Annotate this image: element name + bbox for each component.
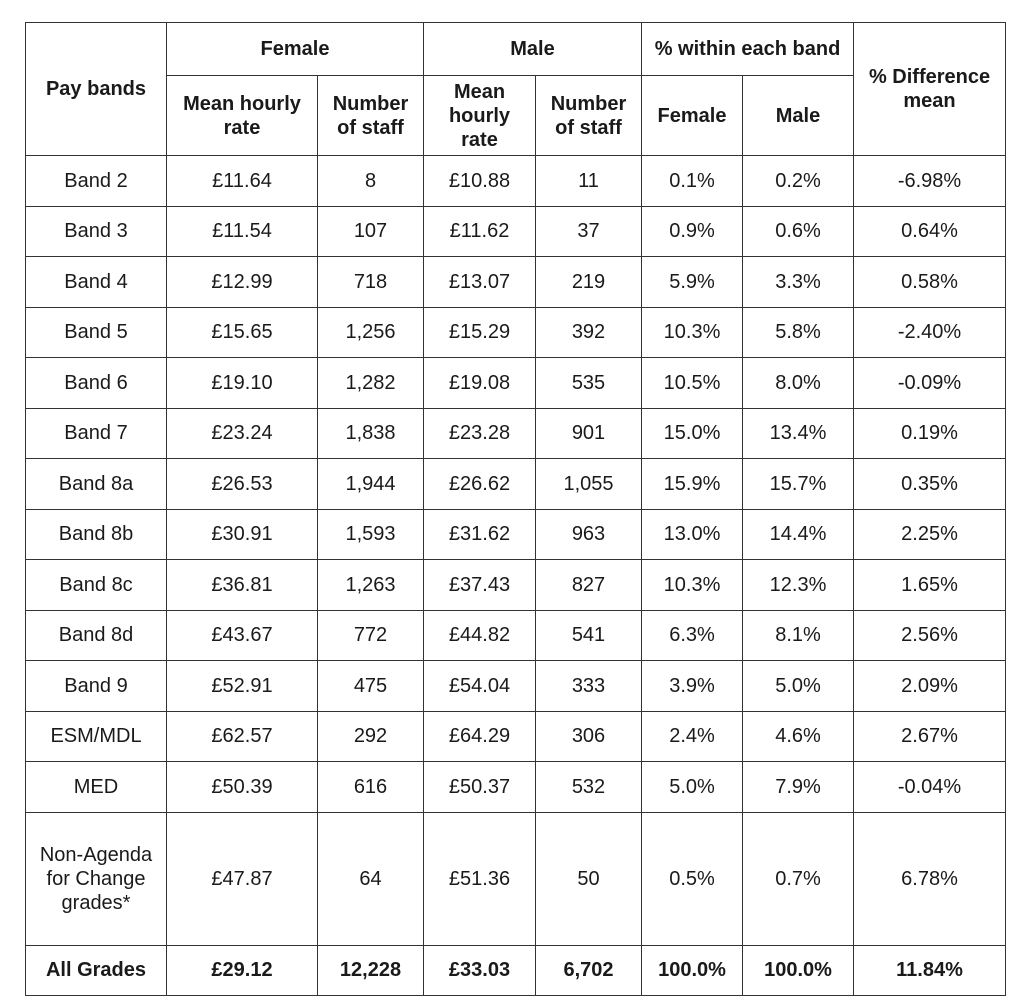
pct-male-cell: 5.0% [743,661,854,712]
table-row [26,509,1006,560]
header-row-top [26,23,1006,76]
male-staff-cell: 541 [536,610,642,661]
male-staff-cell: 963 [536,509,642,560]
total-male-staff-cell: 6,702 [536,945,642,995]
table-row [26,711,1006,762]
band-cell: Non-Agenda for Change grades* [26,812,167,945]
female-staff-cell: 718 [318,257,424,308]
diff-cell: -2.40% [854,307,1006,358]
pct-male-cell: 14.4% [743,509,854,560]
female-mean-cell: £23.24 [167,408,318,459]
diff-cell: 0.19% [854,408,1006,459]
female-mean-cell: £50.39 [167,762,318,813]
male-mean-cell: £50.37 [424,762,536,813]
male-staff-cell: 11 [536,156,642,207]
female-staff-cell: 1,256 [318,307,424,358]
band-cell: ESM/MDL [26,711,167,762]
pct-female-cell: 10.3% [642,560,743,611]
pct-male-cell: 5.8% [743,307,854,358]
total-band-cell: All Grades [26,945,167,995]
header-female-group: Female [167,23,424,76]
table-row [26,307,1006,358]
male-mean-cell: £11.62 [424,206,536,257]
diff-cell: 2.67% [854,711,1006,762]
female-staff-cell: 1,263 [318,560,424,611]
pct-male-cell: 15.7% [743,459,854,510]
pct-male-cell: 8.0% [743,358,854,409]
pct-male-cell: 13.4% [743,408,854,459]
header-difference-mean: % Difference mean [854,23,1006,156]
band-cell: Band 8b [26,509,167,560]
male-mean-cell: £44.82 [424,610,536,661]
header-male-staff: Number of staff [536,76,642,156]
female-mean-cell: £15.65 [167,307,318,358]
diff-cell: 1.65% [854,560,1006,611]
female-staff-cell: 107 [318,206,424,257]
male-staff-cell: 901 [536,408,642,459]
male-mean-cell: £26.62 [424,459,536,510]
male-mean-cell: £19.08 [424,358,536,409]
male-staff-cell: 37 [536,206,642,257]
pct-male-cell: 7.9% [743,762,854,813]
table-row [26,358,1006,409]
male-staff-cell: 827 [536,560,642,611]
pct-female-cell: 5.9% [642,257,743,308]
band-cell: Band 6 [26,358,167,409]
total-diff-cell: 11.84% [854,945,1006,995]
male-mean-cell: £15.29 [424,307,536,358]
female-staff-cell: 64 [318,812,424,945]
male-staff-cell: 535 [536,358,642,409]
diff-cell: 0.58% [854,257,1006,308]
male-staff-cell: 306 [536,711,642,762]
pct-female-cell: 6.3% [642,610,743,661]
diff-cell: 0.64% [854,206,1006,257]
band-cell: Band 8d [26,610,167,661]
pay-gap-table [25,22,1006,996]
band-cell: Band 9 [26,661,167,712]
diff-cell: 2.25% [854,509,1006,560]
band-cell: Band 8c [26,560,167,611]
table-row [26,560,1006,611]
pct-female-cell: 15.9% [642,459,743,510]
pct-male-cell: 0.2% [743,156,854,207]
female-staff-cell: 616 [318,762,424,813]
header-pct-female: Female [642,76,743,156]
male-mean-cell: £13.07 [424,257,536,308]
female-mean-cell: £11.64 [167,156,318,207]
band-cell: Band 4 [26,257,167,308]
diff-cell: -0.04% [854,762,1006,813]
header-male-mean-rate: Mean hourly rate [424,76,536,156]
pct-female-cell: 15.0% [642,408,743,459]
female-staff-cell: 1,838 [318,408,424,459]
female-mean-cell: £30.91 [167,509,318,560]
table-row [26,661,1006,712]
female-mean-cell: £62.57 [167,711,318,762]
pct-male-cell: 12.3% [743,560,854,611]
male-mean-cell: £64.29 [424,711,536,762]
female-mean-cell: £52.91 [167,661,318,712]
female-mean-cell: £43.67 [167,610,318,661]
diff-cell: 0.35% [854,459,1006,510]
female-mean-cell: £19.10 [167,358,318,409]
female-staff-cell: 8 [318,156,424,207]
male-mean-cell: £54.04 [424,661,536,712]
pct-female-cell: 2.4% [642,711,743,762]
pct-female-cell: 5.0% [642,762,743,813]
band-cell: Band 8a [26,459,167,510]
female-mean-cell: £12.99 [167,257,318,308]
table-row [26,812,1006,945]
table-row [26,762,1006,813]
band-cell: Band 5 [26,307,167,358]
female-mean-cell: £26.53 [167,459,318,510]
female-mean-cell: £47.87 [167,812,318,945]
band-cell: MED [26,762,167,813]
pct-male-cell: 4.6% [743,711,854,762]
female-mean-cell: £36.81 [167,560,318,611]
male-staff-cell: 532 [536,762,642,813]
diff-cell: 2.56% [854,610,1006,661]
header-female-staff: Number of staff [318,76,424,156]
pct-female-cell: 3.9% [642,661,743,712]
band-cell: Band 7 [26,408,167,459]
total-pct-female-cell: 100.0% [642,945,743,995]
male-staff-cell: 50 [536,812,642,945]
female-staff-cell: 475 [318,661,424,712]
female-staff-cell: 292 [318,711,424,762]
male-mean-cell: £10.88 [424,156,536,207]
male-staff-cell: 333 [536,661,642,712]
band-cell: Band 2 [26,156,167,207]
pct-female-cell: 0.1% [642,156,743,207]
table-row [26,408,1006,459]
table-row [26,257,1006,308]
male-staff-cell: 1,055 [536,459,642,510]
header-female-mean-rate: Mean hourly rate [167,76,318,156]
male-mean-cell: £23.28 [424,408,536,459]
female-staff-cell: 1,593 [318,509,424,560]
header-pct-male: Male [743,76,854,156]
header-pay-bands: Pay bands [26,23,167,156]
diff-cell: 6.78% [854,812,1006,945]
band-cell: Band 3 [26,206,167,257]
pct-male-cell: 0.7% [743,812,854,945]
pct-male-cell: 3.3% [743,257,854,308]
pct-female-cell: 10.3% [642,307,743,358]
pct-female-cell: 0.9% [642,206,743,257]
female-staff-cell: 1,282 [318,358,424,409]
total-female-mean-cell: £29.12 [167,945,318,995]
table-row [26,459,1006,510]
total-female-staff-cell: 12,228 [318,945,424,995]
table-row [26,156,1006,207]
male-mean-cell: £51.36 [424,812,536,945]
male-staff-cell: 392 [536,307,642,358]
total-row [26,945,1006,995]
total-pct-male-cell: 100.0% [743,945,854,995]
diff-cell: -6.98% [854,156,1006,207]
male-staff-cell: 219 [536,257,642,308]
female-staff-cell: 1,944 [318,459,424,510]
table-row [26,206,1006,257]
total-male-mean-cell: £33.03 [424,945,536,995]
diff-cell: 2.09% [854,661,1006,712]
header-within-band: % within each band [642,23,854,76]
table-row [26,610,1006,661]
female-mean-cell: £11.54 [167,206,318,257]
male-mean-cell: £31.62 [424,509,536,560]
pct-female-cell: 13.0% [642,509,743,560]
male-mean-cell: £37.43 [424,560,536,611]
pct-female-cell: 0.5% [642,812,743,945]
diff-cell: -0.09% [854,358,1006,409]
pct-female-cell: 10.5% [642,358,743,409]
pct-male-cell: 0.6% [743,206,854,257]
female-staff-cell: 772 [318,610,424,661]
pct-male-cell: 8.1% [743,610,854,661]
header-male-group: Male [424,23,642,76]
